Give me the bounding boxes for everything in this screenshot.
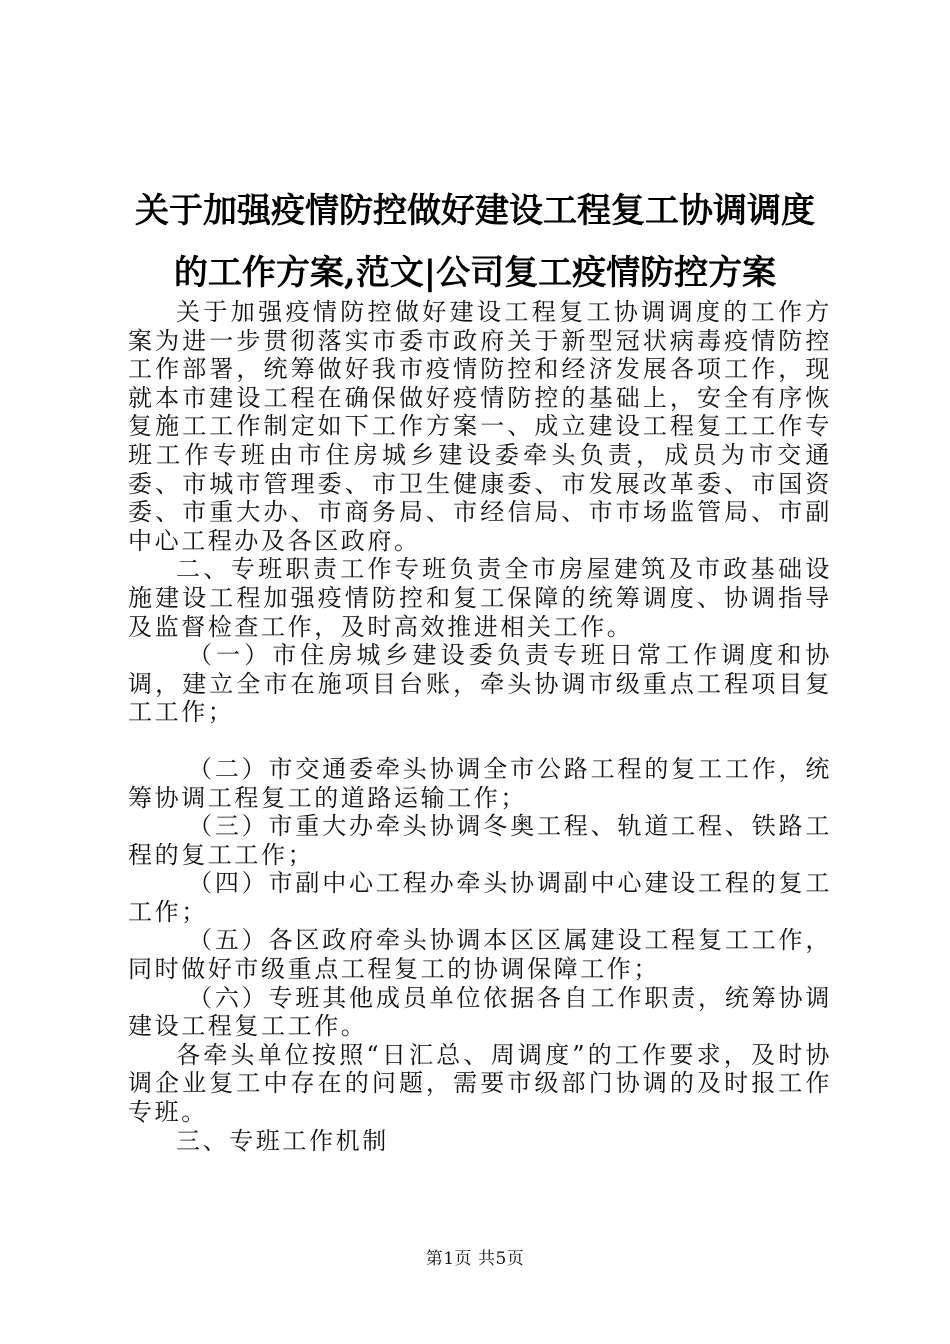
paragraph-requirements: 各牵头单位按照“日汇总、周调度”的工作要求，及时协调企业复工中存在的问题，需要市级部门协调的及时报工作专班。 bbox=[128, 1040, 832, 1127]
title-line-2: 的工作方案,范文|公司复工疫情防控方案 bbox=[173, 253, 777, 293]
document-title bbox=[100, 180, 850, 304]
paragraph-item-2: （二）市交通委牵头协调全市公路工程的复工工作，统筹协调工程复工的道路运输工作； bbox=[128, 754, 832, 812]
title-line-1: 关于加强疫情防控做好建设工程复工协调调度 bbox=[135, 191, 815, 231]
paragraph-item-1: （一）市住房城乡建设委负责专班日常工作调度和协调，建立全市在施项目台账，牵头协调市级重点工程项目复工工作； bbox=[128, 641, 832, 727]
page-number-footer: 第1页 共5页 bbox=[425, 1249, 525, 1269]
paragraph-item-5: （五）各区政府牵头协调本区区属建设工程复工工作，同时做好市级重点工程复工的协调保障工作； bbox=[128, 926, 832, 984]
document-body bbox=[128, 298, 832, 1155]
paragraph-item-3: （三）市重大办牵头协调冬奥工程、轨道工程、铁路工程的复工工作； bbox=[128, 812, 832, 869]
paragraph-intro: 关于加强疫情防控做好建设工程复工协调调度的工作方案为进一步贯彻落实市委市政府关于新型冠状病毒疫情防控工作部署，统筹做好我市疫情防控和经济发展各项工作，现就本市建设工程在确保做好疫情防控的基础上，安全有序恢复施工工作制定如下工作方案一、成立建设工程复工工作专班工作专班由市住房城乡建设委牵头负责，成员为市交通委、市城市管理委、市卫生健康委、市发展改革委、市国资委、市重大办、市商务局、市经信局、市市场监管局、市副中心工程办及各区政府。 bbox=[128, 298, 832, 555]
paragraph-duties: 二、专班职责工作专班负责全市房屋建筑及市政基础设施建设工程加强疫情防控和复工保障的统筹调度、协调指导及监督检查工作，及时高效推进相关工作。 bbox=[128, 555, 832, 641]
paragraph-item-4: （四）市副中心工程办牵头协调副中心建设工程的复工工作； bbox=[128, 869, 832, 926]
section-heading-mechanism: 三、专班工作机制 bbox=[176, 1126, 389, 1155]
paragraph-item-6: （六）专班其他成员单位依据各自工作职责，统筹协调建设工程复工工作。 bbox=[128, 983, 832, 1041]
